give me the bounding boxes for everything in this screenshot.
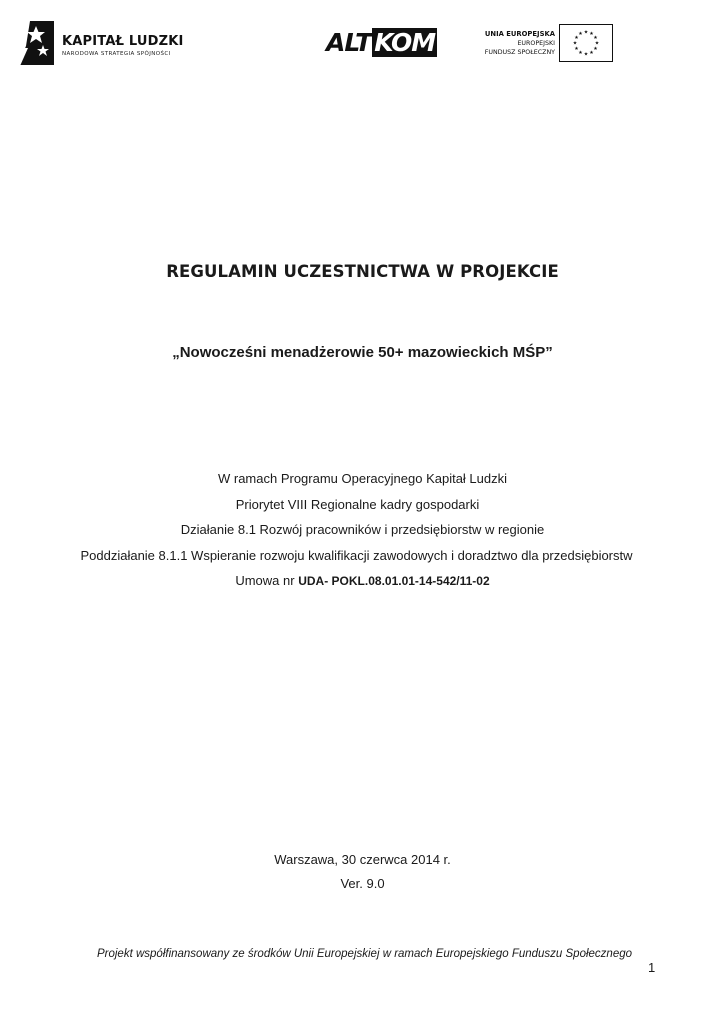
program-line-2: Priorytet VIII Regionalne kadry gospodarki [235,496,480,512]
program-line-4: Poddziałanie 8.1.1 Wspieranie rozwoju kwalifikacji zawodowych i doradztwo dla przedsiębiorstw [80,547,633,563]
svg-text:★: ★ [594,40,600,47]
kapital-ludzki-subtitle: NARODOWA STRATEGIA SPÓJNOŚCI [62,51,171,57]
altkom-logo [322,24,436,62]
eu-stars-icon [560,25,612,61]
altkom-part2: KOM [374,28,436,57]
altkom-wordmark [326,28,437,57]
eu-line2: EUROPEJSKI [517,40,555,47]
svg-text:★: ★ [589,50,594,56]
umowa-number: UDA- POKL.08.01.01-14-542/11-02 [298,574,490,588]
svg-text:★: ★ [593,35,598,41]
program-line-3: Działanie 8.1 Rozwój pracowników i przedsiębiorstw w regionie [180,522,545,537]
svg-text:★: ★ [583,29,589,36]
kapital-ludzki-title: KAPITAŁ LUDZKI [62,34,184,49]
eu-logo-text [485,30,555,57]
place-date-block [0,848,725,896]
svg-text:★: ★ [589,31,594,37]
version: Ver. 9.0 [340,876,385,891]
kapital-ludzki-emblem-icon [16,18,56,68]
svg-text:★: ★ [593,46,598,52]
umowa-line [0,568,725,595]
program-info [0,466,725,595]
umowa-label: Umowa nr [235,573,295,588]
footer-cofinancing-note: Projekt współfinansowany ze środków Unii Europejskiej w ramach Europejskiego Funduszu Społecznego [96,948,633,960]
svg-text:★: ★ [583,51,589,58]
eu-logo [470,24,615,66]
svg-text:★: ★ [578,31,583,37]
page-number: 1 [648,960,656,975]
place-date: Warszawa, 30 czerwca 2014 r. [274,852,451,867]
eu-flag-icon [559,24,613,62]
eu-line1: UNIA EUROPEJSKA [484,30,555,38]
svg-text:★: ★ [572,40,578,47]
kapital-ludzki-logo [16,18,186,68]
project-name: „Nowocześni menadżerowie 50+ mazowieckich MŚP” [172,344,553,361]
svg-text:★: ★ [578,50,583,56]
altkom-part1: ALT [326,28,372,57]
eu-line3: FUNDUSZ SPOŁECZNY [484,49,555,56]
svg-text:★: ★ [574,46,579,52]
program-line-1: W ramach Programu Operacyjnego Kapitał Ludzki [217,471,508,486]
svg-text:★: ★ [574,35,579,41]
document-title: REGULAMIN UCZESTNICTWA W PROJEKCIE [166,262,559,281]
